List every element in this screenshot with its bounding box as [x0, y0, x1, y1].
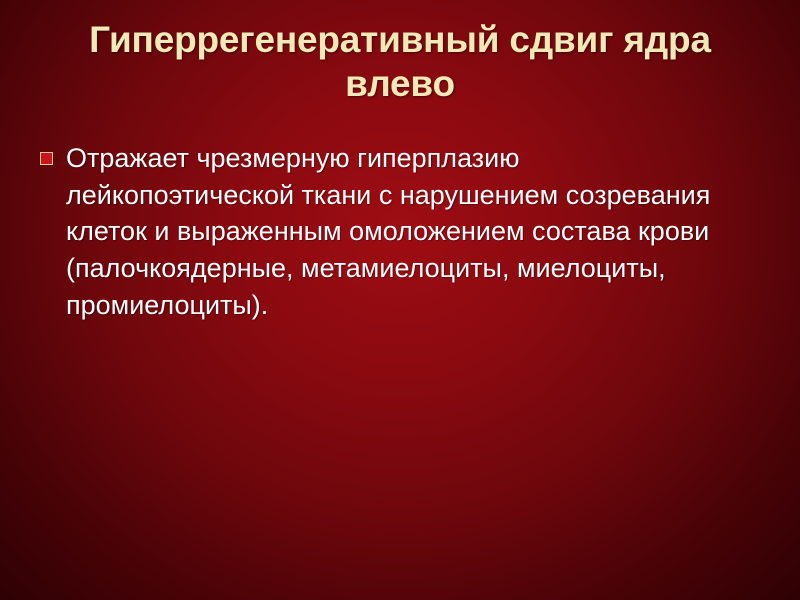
bullet-text: Отражает чрезмерную гиперплазию лейкопоэтической ткани с нарушением созревания клеток и выраженным омоложением состава крови (палочкоядерные, метамиелоциты, миелоциты, промиелоциты).: [66, 143, 711, 320]
slide-title: Гиперрегенеративный сдвиг ядра влево: [89, 19, 711, 104]
slide-body: [40, 140, 755, 324]
list-item: [40, 140, 755, 324]
square-bullet-icon: [40, 152, 53, 165]
